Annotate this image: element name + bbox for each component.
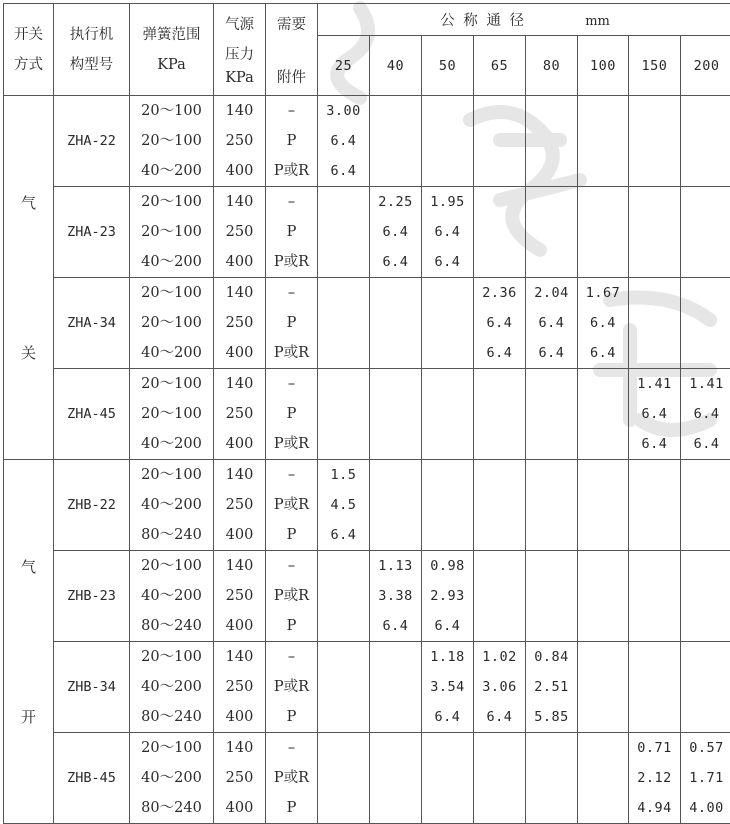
empty-cell [526,369,578,460]
model-cell: ZHB-23 [54,551,130,642]
value-cell-65 [474,278,526,369]
mode-char: 气 [4,128,53,278]
value-line: 6.4 [526,308,577,338]
empty-cell [422,460,474,551]
spring-range-cell-line: 80～240 [130,520,213,550]
value-line: 6.4 [681,399,730,429]
air-pressure-cell [214,551,266,642]
mode-char: 关 [4,278,53,428]
empty-cell [629,460,681,551]
spring-range-cell-line: 20～100 [130,126,213,156]
empty-cell [681,642,730,733]
empty-cell [578,642,629,733]
spring-range-cell-line: 20～100 [130,278,213,308]
empty-cell [526,460,578,551]
air-pressure-cell-line: 250 [214,126,265,156]
spring-range-cell [130,460,214,551]
air-pressure-cell-line: 400 [214,793,265,823]
empty-cell [629,96,681,187]
attachment-cell [266,733,318,824]
value-cell-50 [422,551,474,642]
value-line: 6.4 [422,217,473,247]
value-cell-80 [526,642,578,733]
diameter-header-65: 65 [474,36,526,96]
spring-range-cell-line: 40～200 [130,763,213,793]
attachment-cell-line: P [266,217,317,247]
empty-cell [629,187,681,278]
header-attach-line2 [266,40,317,70]
value-line: 6.4 [526,338,577,368]
value-line: 1.67 [578,278,628,308]
empty-cell [318,733,370,824]
spring-range-cell-line: 40～200 [130,156,213,186]
attachment-cell-line: – [266,369,317,399]
attachment-cell [266,278,318,369]
air-pressure-cell-line: 140 [214,642,265,672]
empty-cell [681,278,730,369]
empty-cell [578,187,629,278]
empty-cell [318,369,370,460]
diameter-header-40: 40 [370,36,422,96]
value-cell-200 [681,733,730,824]
value-cell-150 [629,369,681,460]
spring-range-cell-line: 40～200 [130,429,213,459]
air-pressure-cell-line: 400 [214,611,265,641]
empty-cell [578,460,629,551]
value-cell-80 [526,278,578,369]
spring-range-cell-line: 20～100 [130,460,213,490]
air-pressure-cell-line: 400 [214,247,265,277]
model-cell: ZHB-45 [54,733,130,824]
spring-range-cell-line: 20～100 [130,551,213,581]
header-air-line1: 气源 [214,10,265,40]
value-line: 3.54 [422,672,473,702]
air-pressure-cell-line: 140 [214,551,265,581]
value-line: 6.4 [370,247,421,277]
spring-range-cell [130,187,214,278]
value-line: 1.5 [318,460,369,490]
header-attach-line1: 需要 [266,10,317,40]
header-mode [4,4,54,96]
air-pressure-cell [214,733,266,824]
empty-cell [474,187,526,278]
value-line: 3.38 [370,581,421,611]
table-row [4,642,730,733]
air-pressure-cell-line: 140 [214,733,265,763]
attachment-cell-line: – [266,278,317,308]
attachment-cell-line: P [266,126,317,156]
empty-cell [578,551,629,642]
spring-range-cell-line: 80～240 [130,702,213,732]
attachment-cell-line: – [266,642,317,672]
diameter-header-50: 50 [422,36,474,96]
header-attach-line3: 附件 [266,70,317,90]
value-line: 3.00 [318,96,369,126]
value-line: 0.84 [526,642,577,672]
header-nominal [318,4,730,36]
value-line: 6.4 [681,429,730,459]
value-cell-150 [629,733,681,824]
value-line: 1.95 [422,187,473,217]
value-line: 6.4 [474,308,525,338]
attachment-cell-line: P或R [266,429,317,459]
header-air-line3: KPa [214,70,265,90]
header-mode-line2: 方式 [4,50,53,80]
empty-cell [474,551,526,642]
empty-cell [370,733,422,824]
air-pressure-cell-line: 400 [214,429,265,459]
empty-cell [681,460,730,551]
empty-cell [474,369,526,460]
spring-range-cell-line: 20～100 [130,369,213,399]
air-pressure-cell-line: 250 [214,308,265,338]
value-line: 6.4 [422,702,473,732]
table-row [4,278,730,369]
attachment-cell-line: P [266,520,317,550]
value-line: 2.12 [629,763,680,793]
value-line: 6.4 [474,338,525,368]
empty-cell [474,96,526,187]
header-attach [266,4,318,96]
spring-range-cell-line: 20～100 [130,733,213,763]
mode-char: 气 [4,492,53,642]
value-cell-50 [422,642,474,733]
header-model-line1: 执行机 [54,20,129,50]
model-cell: ZHA-23 [54,187,130,278]
empty-cell [578,96,629,187]
table-row [4,187,730,278]
value-line: 2.25 [370,187,421,217]
value-line: 6.4 [629,399,680,429]
air-pressure-cell-line: 400 [214,520,265,550]
spring-range-cell-line: 40～200 [130,581,213,611]
value-line: 2.93 [422,581,473,611]
attachment-cell-line: P [266,611,317,641]
air-pressure-cell-line: 250 [214,217,265,247]
attachment-cell [266,187,318,278]
diameter-header-80: 80 [526,36,578,96]
spring-range-cell [130,369,214,460]
value-cell-200 [681,369,730,460]
air-pressure-cell [214,187,266,278]
attachment-cell-line: – [266,96,317,126]
mode-cell [4,96,54,460]
attachment-cell-line: P [266,702,317,732]
air-pressure-cell-line: 140 [214,278,265,308]
value-line: 6.4 [422,611,473,641]
spring-range-cell-line: 80～240 [130,611,213,641]
value-line: 4.5 [318,490,369,520]
empty-cell [370,460,422,551]
empty-cell [422,278,474,369]
spring-range-cell-line: 40～200 [130,338,213,368]
value-line: 3.06 [474,672,525,702]
value-cell-40 [370,187,422,278]
air-pressure-cell-line: 140 [214,460,265,490]
attachment-cell [266,460,318,551]
empty-cell [422,733,474,824]
value-cell-40 [370,551,422,642]
header-air [214,4,266,96]
empty-cell [681,551,730,642]
header-spring-line2: KPa [130,50,213,80]
valve-spec-table [3,3,730,824]
air-pressure-cell [214,642,266,733]
model-cell: ZHA-22 [54,96,130,187]
empty-cell [578,733,629,824]
empty-cell [474,733,526,824]
value-line: 2.36 [474,278,525,308]
spring-range-cell-line: 20～100 [130,217,213,247]
spring-range-cell [130,278,214,369]
air-pressure-cell [214,460,266,551]
header-nominal-title: 公 称 通 径 [440,13,526,29]
spring-range-cell-line: 80～240 [130,793,213,823]
value-line: 1.41 [629,369,680,399]
attachment-cell-line: P或R [266,763,317,793]
air-pressure-cell [214,369,266,460]
value-line: 0.98 [422,551,473,581]
value-cell-50 [422,187,474,278]
air-pressure-cell [214,278,266,369]
value-line: 1.18 [422,642,473,672]
value-line: 6.4 [578,338,628,368]
value-line: 6.4 [318,126,369,156]
value-line: 1.13 [370,551,421,581]
attachment-cell-line: P [266,793,317,823]
table-row [4,551,730,642]
empty-cell [681,96,730,187]
empty-cell [526,96,578,187]
empty-cell [318,278,370,369]
header-nominal-unit: mm [585,14,610,29]
spring-range-cell [130,96,214,187]
value-line: 2.04 [526,278,577,308]
table-row [4,96,730,187]
header-spring-line1: 弹簧范围 [130,20,213,50]
attachment-cell [266,642,318,733]
spring-range-cell [130,551,214,642]
attachment-cell-line: P或R [266,672,317,702]
air-pressure-cell-line: 140 [214,96,265,126]
value-line: 6.4 [474,702,525,732]
table-row [4,733,730,824]
value-cell-65 [474,642,526,733]
value-line: 1.41 [681,369,730,399]
value-cell-100 [578,278,629,369]
value-line: 1.71 [681,763,730,793]
spring-range-cell-line: 20～100 [130,642,213,672]
value-line: 4.94 [629,793,680,823]
empty-cell [318,642,370,733]
empty-cell [474,460,526,551]
air-pressure-cell-line: 250 [214,581,265,611]
value-line: 6.4 [370,611,421,641]
attachment-cell-line: – [266,551,317,581]
diameter-header-200: 200 [681,36,730,96]
empty-cell [370,96,422,187]
attachment-cell-line: P或R [266,338,317,368]
empty-cell [318,551,370,642]
empty-cell [681,187,730,278]
spring-range-cell-line: 20～100 [130,96,213,126]
spring-range-cell [130,733,214,824]
spring-range-cell-line: 20～100 [130,187,213,217]
air-pressure-cell-line: 140 [214,187,265,217]
air-pressure-cell [214,96,266,187]
spring-range-cell-line: 40～200 [130,672,213,702]
model-cell: ZHA-45 [54,369,130,460]
attachment-cell [266,96,318,187]
attachment-cell-line: P或R [266,247,317,277]
value-line: 6.4 [578,308,628,338]
diameter-header-25: 25 [318,36,370,96]
spring-range-cell [130,642,214,733]
air-pressure-cell-line: 400 [214,156,265,186]
empty-cell [370,369,422,460]
table-row [4,460,730,551]
value-cell-25 [318,96,370,187]
attachment-cell-line: P或R [266,581,317,611]
value-line: 6.4 [318,520,369,550]
air-pressure-cell-line: 250 [214,399,265,429]
air-pressure-cell-line: 250 [214,490,265,520]
air-pressure-cell-line: 400 [214,702,265,732]
header-model [54,4,130,96]
mode-cell [4,460,54,824]
spring-range-cell-line: 20～100 [130,399,213,429]
empty-cell [526,187,578,278]
empty-cell [526,551,578,642]
empty-cell [526,733,578,824]
air-pressure-cell-line: 250 [214,672,265,702]
empty-cell [370,278,422,369]
header-air-line2: 压力 [214,40,265,70]
diameter-header-100: 100 [578,36,629,96]
attachment-cell-line: P [266,308,317,338]
value-line: 6.4 [370,217,421,247]
empty-cell [578,369,629,460]
value-line: 6.4 [629,429,680,459]
empty-cell [629,278,681,369]
attachment-cell-line: – [266,733,317,763]
attachment-cell-line: P或R [266,156,317,186]
value-line: 0.57 [681,733,730,763]
air-pressure-cell-line: 400 [214,338,265,368]
attachment-cell [266,551,318,642]
value-line: 2.51 [526,672,577,702]
table-row [4,369,730,460]
empty-cell [629,551,681,642]
value-line: 5.85 [526,702,577,732]
value-cell-25 [318,460,370,551]
attachment-cell [266,369,318,460]
model-cell: ZHB-34 [54,642,130,733]
mode-char: 开 [4,642,53,792]
attachment-cell-line: P [266,399,317,429]
diameter-header-150: 150 [629,36,681,96]
air-pressure-cell-line: 250 [214,763,265,793]
header-model-line2: 构型号 [54,50,129,80]
empty-cell [318,187,370,278]
header-spring [130,4,214,96]
empty-cell [370,642,422,733]
spring-range-cell-line: 20～100 [130,308,213,338]
value-line: 6.4 [422,247,473,277]
air-pressure-cell-line: 140 [214,369,265,399]
attachment-cell-line: P或R [266,490,317,520]
attachment-cell-line: – [266,187,317,217]
value-line: 6.4 [318,156,369,186]
value-line: 4.00 [681,793,730,823]
value-line: 1.02 [474,642,525,672]
empty-cell [422,369,474,460]
model-cell: ZHB-22 [54,460,130,551]
model-cell: ZHA-34 [54,278,130,369]
header-mode-line1: 开关 [4,20,53,50]
attachment-cell-line: – [266,460,317,490]
empty-cell [422,96,474,187]
empty-cell [629,642,681,733]
spring-range-cell-line: 40～200 [130,490,213,520]
spring-range-cell-line: 40～200 [130,247,213,277]
value-line: 0.71 [629,733,680,763]
